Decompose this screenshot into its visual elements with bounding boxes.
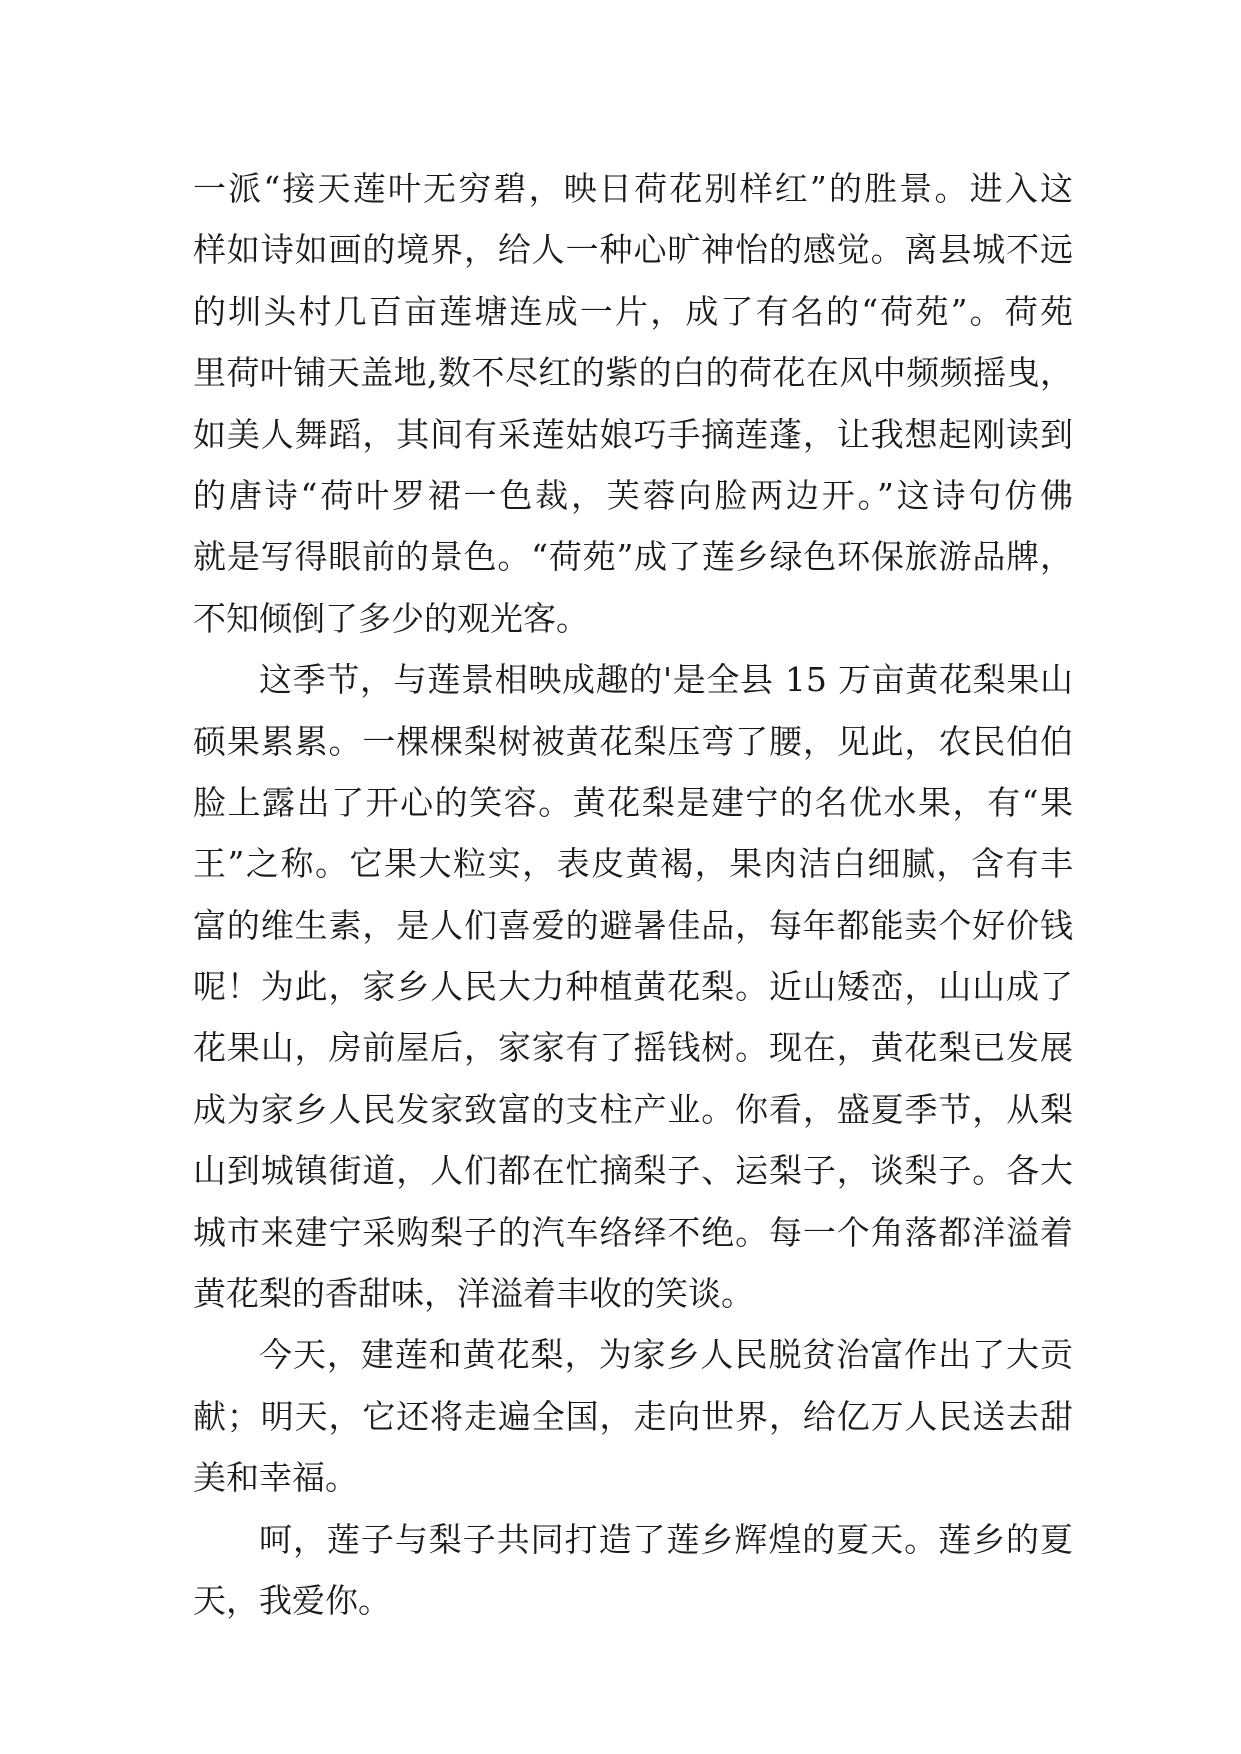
- paragraph-line: 硕果累累。一棵棵梨树被黄花梨压弯了腰，见此，农民伯伯: [193, 721, 1073, 761]
- paragraph-line: 脸上露出了开心的笑容。黄花梨是建宁的名优水果，有“果: [193, 782, 1073, 822]
- paragraph-line: 这季节，与莲景相映成趣的'是全县 15 万亩黄花梨果山: [259, 660, 1073, 700]
- paragraph-line: 样如诗如画的境界，给人一种心旷神怡的感觉。离县城不远: [193, 230, 1073, 270]
- paragraph-line: 城市来建宁采购梨子的汽车络绎不绝。每一个角落都洋溢着: [193, 1212, 1073, 1252]
- paragraph-line: 山到城镇街道，人们都在忙摘梨子、运梨子，谈梨子。各大: [193, 1151, 1073, 1191]
- paragraph-line: 的圳头村几百亩莲塘连成一片，成了有名的“荷苑”。荷苑: [193, 291, 1073, 331]
- paragraph-line: 今天，建莲和黄花梨，为家乡人民脱贫治富作出了大贡: [259, 1335, 1073, 1375]
- paragraph-line: 天，我爱你。: [193, 1580, 391, 1620]
- paragraph-line: 献；明天，它还将走遍全国，走向世界，给亿万人民送去甜: [193, 1396, 1073, 1436]
- paragraph-line: 不知倾倒了多少的观光客。: [193, 598, 589, 638]
- paragraph-line: 成为家乡人民发家致富的支柱产业。你看，盛夏季节，从梨: [193, 1089, 1073, 1129]
- paragraph-line: 花果山，房前屋后，家家有了摇钱树。现在，黄花梨已发展: [193, 1028, 1073, 1068]
- paragraph-line: 呵，莲子与梨子共同打造了莲乡辉煌的夏天。莲乡的夏: [259, 1519, 1073, 1559]
- paragraph-line: 如美人舞蹈，其间有采莲姑娘巧手摘莲蓬，让我想起刚读到: [193, 414, 1073, 454]
- paragraph-line: 的唐诗“荷叶罗裙一色裁，芙蓉向脸两边开。”这诗句仿佛: [193, 475, 1073, 515]
- paragraph-line: 呢！为此，家乡人民大力种植黄花梨。近山矮峦，山山成了: [193, 967, 1073, 1007]
- paragraph-line: 里荷叶铺天盖地,数不尽红的紫的白的荷花在风中频频摇曳，: [193, 353, 1073, 393]
- paragraph-line: 美和幸福。: [193, 1458, 358, 1498]
- paragraph-line: 一派“接天莲叶无穷碧，映日荷花别样红”的胜景。进入这: [193, 169, 1073, 208]
- paragraph-line: 王”之称。它果大粒实，表皮黄褐，果肉洁白细腻，含有丰: [193, 844, 1073, 884]
- body-text: [193, 158, 1073, 1631]
- paragraph-line: 黄花梨的香甜味，洋溢着丰收的笑谈。: [193, 1274, 754, 1314]
- paragraph-line: 就是写得眼前的景色。“荷苑”成了莲乡绿色环保旅游品牌，: [193, 537, 1073, 577]
- paragraph-line: 富的维生素，是人们喜爱的避暑佳品，每年都能卖个好价钱: [193, 905, 1073, 945]
